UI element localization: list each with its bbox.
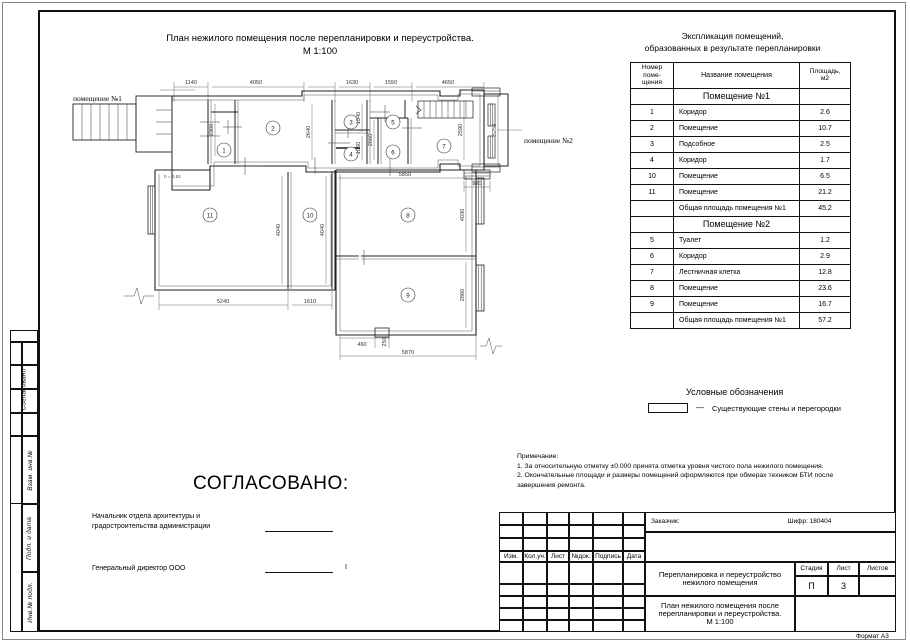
- explication-title-line2: образованных в результате перепланировки: [644, 43, 821, 53]
- sign-cell-r2c2: [523, 584, 547, 596]
- organization-cell: [795, 596, 896, 632]
- group2-empty-right: [800, 216, 851, 232]
- svg-text:920: 920: [472, 181, 482, 187]
- header-num: [631, 63, 674, 89]
- sign-cell-r5c2: [523, 620, 547, 632]
- sign-cell-r5c4: [569, 620, 593, 632]
- svg-text:4: 4: [349, 151, 353, 159]
- rev-cell-r2c4: [569, 525, 593, 538]
- row-name: Туалет: [674, 232, 800, 248]
- svg-text:5870: 5870: [401, 350, 415, 356]
- table-row: [631, 248, 851, 264]
- row-area: 10.7: [800, 120, 851, 136]
- rev-header-data: Дата: [623, 551, 645, 562]
- svg-text:2300: 2300: [209, 123, 215, 137]
- sign-cell-r3c5: [593, 596, 623, 608]
- row-name: Помещение: [674, 280, 800, 296]
- rev-cell-r2c5: [593, 525, 623, 538]
- object-name-cell: [645, 562, 795, 596]
- svg-text:1540: 1540: [356, 111, 362, 125]
- row-num: 1: [631, 104, 674, 120]
- legend-wall-swatch: [648, 403, 688, 413]
- total2-area: 57.2: [800, 312, 851, 328]
- sign-cell-r5c1: [499, 620, 523, 632]
- table-row: [631, 280, 851, 296]
- header-num-l1: Номер: [641, 64, 663, 71]
- plan-label-room2: помещение №2: [524, 136, 573, 145]
- svg-text:2590: 2590: [458, 123, 464, 137]
- customer-label: Заказчик:: [651, 518, 680, 525]
- notes-block: [517, 452, 833, 490]
- sign-cell-r1c6: [623, 562, 645, 584]
- stage-header-cell: Стадия: [795, 562, 828, 576]
- left-stamp-grid-s3: [22, 389, 38, 413]
- row-area: 1.7: [800, 152, 851, 168]
- row-num: 3: [631, 136, 674, 152]
- row-num: 10: [631, 168, 674, 184]
- left-stamp-podp-label: Подп. и дата: [26, 516, 34, 560]
- row-name: Коридор: [674, 152, 800, 168]
- approval-official-line2: градостроительства администрации: [92, 523, 211, 530]
- svg-text:4650: 4650: [441, 80, 455, 86]
- approval-director-title: Генеральный директор ООО: [92, 565, 186, 572]
- sheets-value-cell: [859, 576, 896, 596]
- svg-text:1630: 1630: [345, 80, 359, 86]
- group1-empty-right: [800, 88, 851, 104]
- sign-cell-r1c3: [547, 562, 569, 584]
- svg-text:6: 6: [391, 149, 395, 157]
- row-num: 9: [631, 296, 674, 312]
- row-num: 7: [631, 264, 674, 280]
- svg-text:1140: 1140: [184, 80, 198, 86]
- row-name: Помещение: [674, 184, 800, 200]
- sign-cell-r1c2: [523, 562, 547, 584]
- table-row: [631, 232, 851, 248]
- sign-cell-r4c5: [593, 608, 623, 620]
- rev-cell-r3c3: [547, 538, 569, 551]
- left-stamp-grid-s2: [22, 365, 38, 389]
- row-area: 1.2: [800, 232, 851, 248]
- header-area-l2: м2: [820, 75, 830, 83]
- approval-official-title: [92, 512, 210, 532]
- svg-text:2: 2: [271, 125, 275, 133]
- svg-text:2860: 2860: [460, 288, 466, 302]
- stage-value-cell: П: [795, 576, 828, 596]
- header-area: [800, 63, 851, 89]
- left-stamp-grid-r3: [10, 389, 22, 413]
- rev-cell-r1c2: [523, 512, 547, 525]
- svg-text:5240: 5240: [216, 299, 230, 305]
- sign-cell-r4c6: [623, 608, 645, 620]
- rev-cell-r1c6: [623, 512, 645, 525]
- svg-text:460: 460: [357, 342, 367, 348]
- total2-num: [631, 312, 674, 328]
- table-row: [631, 152, 851, 168]
- total-row-1: [631, 200, 851, 216]
- svg-text:3: 3: [349, 119, 353, 127]
- group-row-2: [631, 216, 851, 232]
- sheet-value-cell: 3: [828, 576, 859, 596]
- rev-header-list: Лист: [547, 551, 569, 562]
- plan-title-line2: М 1:100: [302, 46, 338, 57]
- object-line1: Перепланировка и переустройство: [658, 570, 782, 579]
- header-area-l1: Площадь,: [809, 67, 841, 75]
- sign-cell-r3c2: [523, 596, 547, 608]
- row-area: 6.5: [800, 168, 851, 184]
- sign-cell-r2c5: [593, 584, 623, 596]
- sign-cell-r4c1: [499, 608, 523, 620]
- sign-cell-r5c6: [623, 620, 645, 632]
- legend-title: Условные обозначения: [686, 387, 784, 397]
- legend-wall-label: Существующие стены и перегородки: [712, 404, 841, 413]
- rev-cell-r3c5: [593, 538, 623, 551]
- sheets-header-cell: Листов: [859, 562, 896, 576]
- header-num-l2: поме-: [643, 71, 661, 79]
- plan-title-line1: План нежилого помещения после перепланировки и переустройства.: [166, 33, 474, 44]
- rev-header-izm: Изм.: [499, 551, 523, 562]
- svg-text:8: 8: [406, 212, 410, 220]
- table-row: [631, 296, 851, 312]
- table-row: [631, 168, 851, 184]
- row-area: 2.5: [800, 136, 851, 152]
- table-row: [631, 136, 851, 152]
- row-name: Подсобное: [674, 136, 800, 152]
- svg-text:250: 250: [382, 337, 388, 347]
- sign-cell-r1c5: [593, 562, 623, 584]
- svg-text:4050: 4050: [249, 80, 263, 86]
- table-row: [631, 184, 851, 200]
- row-name: Помещение: [674, 168, 800, 184]
- row-area: 23.6: [800, 280, 851, 296]
- svg-text:5850: 5850: [398, 172, 412, 178]
- explication-title-line1: Экспликация помещений,: [681, 31, 784, 41]
- svg-text:2660: 2660: [368, 133, 374, 147]
- table-row: [631, 264, 851, 280]
- sign-cell-r3c6: [623, 596, 645, 608]
- approval-tick-mark: I: [345, 564, 347, 571]
- left-stamp-grid-s1: [22, 342, 38, 365]
- rev-cell-r1c5: [593, 512, 623, 525]
- svg-text:1060: 1060: [356, 141, 362, 155]
- left-stamp-grid-r2: [10, 365, 22, 389]
- row-area: 16.7: [800, 296, 851, 312]
- rev-cell-r3c4: [569, 538, 593, 551]
- approval-heading: СОГЛАСОВАНО:: [193, 473, 349, 494]
- sheet-header-cell: Лист: [828, 562, 859, 576]
- sign-cell-r5c3: [547, 620, 569, 632]
- left-stamp-soglasovano-label: Согласовано: [20, 368, 28, 410]
- rev-cell-r2c6: [623, 525, 645, 538]
- sign-cell-r3c1: [499, 596, 523, 608]
- rev-cell-r2c2: [523, 525, 547, 538]
- sign-cell-r3c4: [569, 596, 593, 608]
- total1-name: Общая площадь помещения №1: [674, 200, 800, 216]
- cipher-label: Шифр: 180404: [787, 518, 832, 525]
- svg-text:9: 9: [406, 292, 410, 300]
- sign-cell-r5c5: [593, 620, 623, 632]
- rev-cell-r3c1: [499, 538, 523, 551]
- rev-cell-r2c3: [547, 525, 569, 538]
- customer-cell: [645, 512, 896, 532]
- left-stamp-bottom-col: [10, 436, 22, 632]
- table-row: [631, 104, 851, 120]
- row-name: Коридор: [674, 248, 800, 264]
- sign-cell-r4c2: [523, 608, 547, 620]
- sign-cell-r2c4: [569, 584, 593, 596]
- group2-label: Помещение №2: [674, 216, 800, 232]
- note-item-1: 1. За относительную отметку ±0.000 принята отметка уровня чистого пола нежилого помещения.: [517, 462, 824, 470]
- group2-empty-left: [631, 216, 674, 232]
- row-num: 5: [631, 232, 674, 248]
- group1-label: Помещение №1: [674, 88, 800, 104]
- svg-text:2640: 2640: [306, 125, 312, 139]
- left-stamp-grid-s4: [22, 413, 38, 436]
- document-name-cell: [645, 596, 795, 632]
- svg-text:4040: 4040: [320, 223, 326, 237]
- table-header-row: [631, 63, 851, 89]
- svg-text:3250: 3250: [492, 123, 498, 137]
- rev-cell-r1c3: [547, 512, 569, 525]
- rev-cell-r3c2: [523, 538, 547, 551]
- sign-cell-r1c1: [499, 562, 523, 584]
- total1-area: 45.2: [800, 200, 851, 216]
- row-num: 2: [631, 120, 674, 136]
- sign-cell-r3c3: [547, 596, 569, 608]
- notes-heading: Примечание:: [517, 453, 559, 460]
- rev-header-podpis: Подпись: [593, 551, 623, 562]
- svg-text:4040: 4040: [276, 223, 282, 237]
- total2-name: Общая площадь помещения №1: [674, 312, 800, 328]
- sign-cell-r2c3: [547, 584, 569, 596]
- svg-text:7: 7: [442, 143, 446, 151]
- rev-header-koluch: Кол.уч.: [523, 551, 547, 562]
- header-name: Название помещения: [674, 63, 800, 89]
- left-stamp-vzam-label: Взам. инв.№: [26, 449, 34, 491]
- row-area: 2.9: [800, 248, 851, 264]
- rev-cell-r1c4: [569, 512, 593, 525]
- approval-signature-line-2: [265, 572, 333, 573]
- sign-cell-r4c3: [547, 608, 569, 620]
- sign-cell-r4c4: [569, 608, 593, 620]
- sign-cell-r1c4: [569, 562, 593, 584]
- sign-cell-r2c1: [499, 584, 523, 596]
- left-stamp-col-b: [10, 330, 38, 342]
- table-row: [631, 120, 851, 136]
- svg-text:1: 1: [222, 147, 226, 155]
- row-num: 6: [631, 248, 674, 264]
- group1-empty-left: [631, 88, 674, 104]
- rev-cell-r3c6: [623, 538, 645, 551]
- sheet-format-label: Формат А3: [856, 633, 889, 640]
- explication-table: [630, 62, 851, 329]
- rev-cell-r2c1: [499, 525, 523, 538]
- row-area: 12.8: [800, 264, 851, 280]
- svg-text:10: 10: [306, 212, 314, 220]
- row-area: 21.2: [800, 184, 851, 200]
- row-area: 2.6: [800, 104, 851, 120]
- row-num: 4: [631, 152, 674, 168]
- group-row-1: [631, 88, 851, 104]
- sign-cell-r2c6: [623, 584, 645, 596]
- row-name: Лестничная клетка: [674, 264, 800, 280]
- left-stamp-grid-r1: [10, 342, 22, 365]
- document-line3: М 1:100: [706, 617, 734, 626]
- left-stamp-grid-r4: [10, 413, 22, 436]
- note-item-3: завершения ремонта.: [517, 481, 586, 489]
- svg-text:1550: 1550: [384, 80, 398, 86]
- note-item-2: 2. Окончательные площади и размеры помещений оформляются при обмерах техником БТИ после: [517, 472, 834, 479]
- plan-label-room1: помещение №1: [73, 94, 122, 103]
- row-name: Коридор: [674, 104, 800, 120]
- rev-header-ndok: №док.: [569, 551, 593, 562]
- rev-cell-r1c1: [499, 512, 523, 525]
- document-line1: План нежилого помещения после: [661, 601, 779, 610]
- svg-text:1610: 1610: [303, 299, 317, 305]
- approval-signature-line-1: [265, 531, 333, 532]
- approval-official-line1: Начальник отдела архитектуры и: [92, 513, 200, 520]
- legend-dash: —: [696, 403, 704, 412]
- row-num: 8: [631, 280, 674, 296]
- explication-title: [625, 30, 840, 54]
- total-row-2: [631, 312, 851, 328]
- document-line2: перепланировки и переустройства.: [658, 609, 782, 618]
- row-name: Помещение: [674, 296, 800, 312]
- header-num-l3: щения: [642, 79, 662, 87]
- svg-text:11: 11: [206, 212, 214, 220]
- svg-text:4030: 4030: [460, 208, 466, 222]
- row-num: 11: [631, 184, 674, 200]
- customer-blank-cell: [645, 532, 896, 562]
- object-line2: нежилого помещения: [682, 578, 758, 587]
- svg-text:h = 2,62: h = 2,62: [164, 174, 181, 179]
- svg-text:5: 5: [391, 119, 395, 127]
- floor-plan-drawing: [60, 60, 580, 370]
- total1-num: [631, 200, 674, 216]
- row-name: Помещение: [674, 120, 800, 136]
- left-stamp-invno-label: Инв.№ подл.: [26, 581, 34, 623]
